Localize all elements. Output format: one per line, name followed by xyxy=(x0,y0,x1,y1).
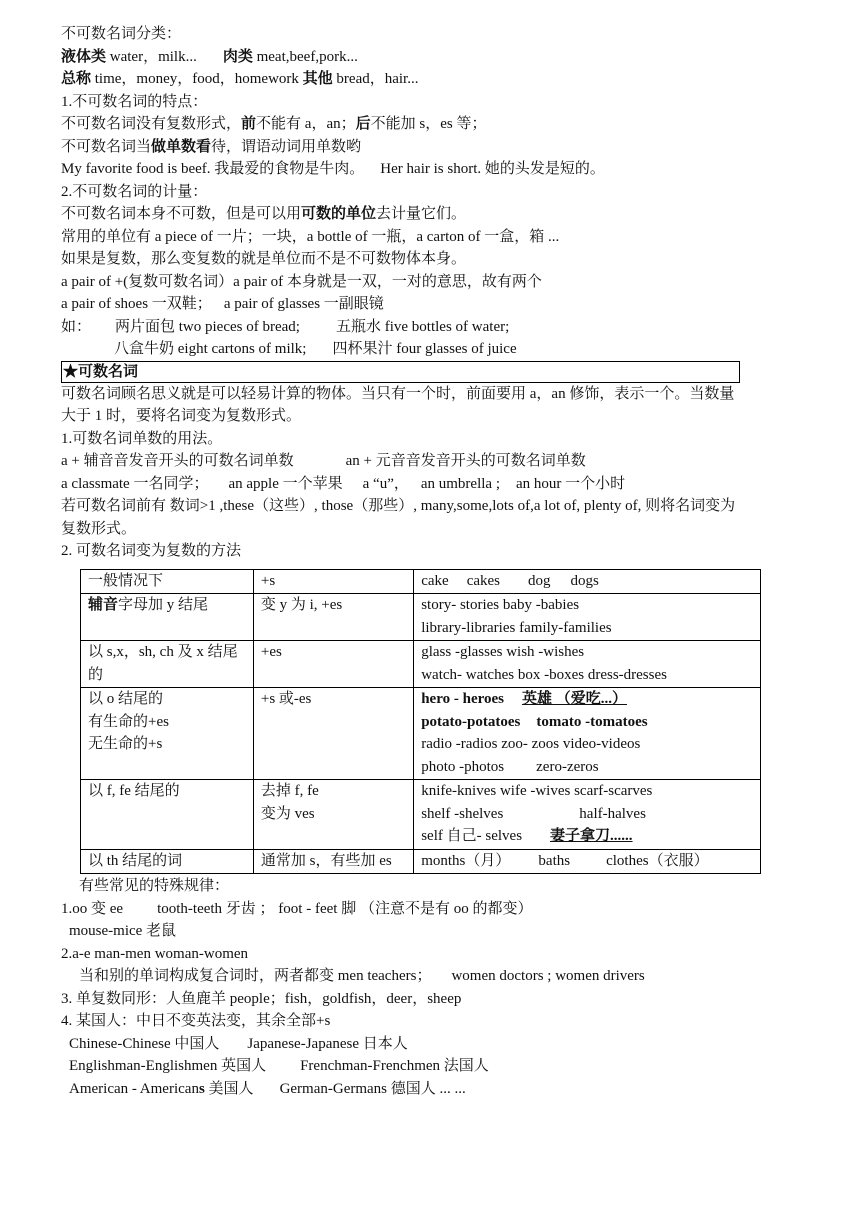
bold-text: potato-potatoes xyxy=(421,713,521,730)
example-cell xyxy=(414,569,761,594)
other-examples: bread，hair... xyxy=(332,71,419,87)
plural-condition: 若可数名词前有 数词>1 ,these（这些）, those（那些）, many,some,lots of,a lot of, plenty of, 则将名词变为复数形式。 xyxy=(61,498,736,537)
method-cell: 变 y 为 i, +es xyxy=(253,594,413,641)
bold-text: tomato -tomatoes xyxy=(536,713,648,730)
compound-rule xyxy=(61,965,741,988)
underlined-text: 英雄 （爱吃...） xyxy=(521,691,627,707)
text: 美国人 xyxy=(204,1080,254,1097)
nationality-line-2 xyxy=(61,1055,741,1078)
countable-title-box: ★可数名词 xyxy=(61,361,740,383)
nationality-rule: 4. 某国人：中日不变英法变，其余全部+s xyxy=(61,1013,331,1029)
text: half-halves xyxy=(579,805,646,822)
text: tooth-teeth 牙齿 ； foot - feet 脚 （注意不是有 oo 的都变） xyxy=(157,900,533,917)
general-label: 总称 xyxy=(61,71,92,87)
table-row xyxy=(81,688,761,780)
text: Japanese-Japanese 日本人 xyxy=(247,1035,408,1052)
text: a “u”， xyxy=(362,475,409,492)
intro-heading: 不可数名词分类： xyxy=(61,26,182,42)
text: a pair of shoes 一双鞋； xyxy=(61,296,212,312)
text: 不可数名词当 xyxy=(61,138,152,155)
table-row xyxy=(81,849,761,874)
text: 八盒牛奶 eight cartons of milk; xyxy=(114,341,307,357)
example-cell xyxy=(414,688,761,780)
text: 有生命的+es xyxy=(88,713,169,730)
text: zero-zeros xyxy=(536,758,599,775)
text: a + 辅音音发音开头的可数名词单数 xyxy=(61,453,294,469)
text: shelf -shelves xyxy=(421,805,504,822)
liquid-meat-line xyxy=(61,46,741,69)
mouse-line: mouse-mice 老鼠 xyxy=(69,923,177,939)
rule-cell: 以 f, fe 结尾的 xyxy=(81,780,254,850)
text: 去计量它们。 xyxy=(376,206,467,222)
text: self 自己- selves xyxy=(421,828,523,844)
other-label: 其他 xyxy=(302,71,333,87)
text: 四杯果汁 four glasses of juice xyxy=(332,341,517,357)
text: Englishman-Englishmen 英国人 xyxy=(69,1058,267,1074)
text: German-Germans 德国人 ... ... xyxy=(279,1080,466,1097)
table-row xyxy=(81,780,761,850)
method-cell: 通常加 s，有些加 es xyxy=(253,849,413,874)
text: 两片面包 two pieces of bread; xyxy=(115,318,300,335)
text: 以 o 结尾的 xyxy=(88,691,164,707)
example-cell xyxy=(414,641,761,688)
method-cell: +s 或-es xyxy=(253,688,413,780)
rule-cell: 一般情况下 xyxy=(81,569,254,594)
text: an hour 一个小时 xyxy=(516,475,626,492)
text: glass -glasses wish -wishes xyxy=(421,644,585,660)
text: 不能加 s，es 等； xyxy=(370,116,487,132)
special-heading: 有些常见的特殊规律： xyxy=(79,878,230,894)
bold-text: hero - heroes xyxy=(421,691,504,707)
text: 不可数名词没有复数形式， xyxy=(61,116,242,132)
pair-examples xyxy=(61,293,741,316)
plural-methods-heading: 2. 可数名词变为复数的方法 xyxy=(61,543,242,559)
example-line-1 xyxy=(61,316,741,339)
nationality-line-1 xyxy=(61,1033,741,1056)
text: 五瓶水 five bottles of water; xyxy=(335,318,510,335)
text: 无生命的+s xyxy=(88,736,163,752)
article-examples xyxy=(61,473,741,496)
plural-rules-table xyxy=(80,569,761,875)
text: cake xyxy=(421,572,449,589)
text: 变为 ves xyxy=(260,805,315,822)
example-cell xyxy=(414,849,761,874)
general-other-line xyxy=(61,68,741,91)
text: story- stories baby -babies xyxy=(421,597,580,613)
text: Frenchman-Frenchmen 法国人 xyxy=(300,1058,489,1074)
rule-cell: 以 th 结尾的词 xyxy=(81,849,254,874)
method-cell xyxy=(253,780,413,850)
text: 去掉 f, fe xyxy=(260,783,319,799)
bold-text: 前 xyxy=(241,116,257,132)
liquid-label: 液体类 xyxy=(61,48,107,65)
general-examples: time，money，food，homework xyxy=(91,71,303,87)
bold-text: 做单数看 xyxy=(151,138,212,155)
text: 1.oo 变 ee xyxy=(61,900,124,917)
bold-text: 后 xyxy=(355,116,371,132)
countable-intro: 可数名词顾名思义就是可以轻易计算的物体。当只有一个时，前面要用 a，an 修饰，表示一个。当数量大于 1 时，要将名词变为复数形式。 xyxy=(61,385,735,424)
text: library-libraries family-families xyxy=(421,619,612,636)
meat-label: 肉类 xyxy=(222,48,253,65)
example-line-2 xyxy=(61,338,741,361)
measure-line xyxy=(61,203,741,226)
text: knife-knives wife -wives scarf-scarves xyxy=(421,783,653,799)
text: an umbrella ; xyxy=(420,475,500,492)
same-form-rule: 3. 单复数同形：人鱼鹿羊 people；fish，goldfish，deer，sheep xyxy=(61,990,462,1007)
text: an + 元音音发音开头的可数名词单数 xyxy=(345,453,586,469)
measure-heading: 2.不可数名词的计量： xyxy=(61,183,208,200)
text: 不可数名词本身不可数，但是可以用 xyxy=(61,206,302,222)
article-rules xyxy=(61,450,741,473)
table-row xyxy=(81,641,761,688)
rule-cell: 以 s,x，sh, ch 及 x 结尾的 xyxy=(81,641,254,688)
example-sentences xyxy=(61,158,741,181)
text: dogs xyxy=(570,572,599,589)
text: photo -photos xyxy=(421,758,505,775)
method-cell: +s xyxy=(253,569,413,594)
text: 当和别的单词构成复合词时，两者都变 men teachers； xyxy=(79,968,432,984)
text: cakes xyxy=(466,572,501,589)
text: 如： xyxy=(61,318,92,335)
text: My favorite food is beef. 我最爱的食物是牛肉。 xyxy=(61,161,365,177)
bold-text: 辅音 xyxy=(88,597,119,613)
text: watch- watches box -boxes dress-dresses xyxy=(421,666,667,683)
text: Chinese-Chinese 中国人 xyxy=(69,1035,220,1052)
meat-examples: meat,beef,pork... xyxy=(252,48,358,65)
oo-ee-rule xyxy=(61,898,741,921)
liquid-examples: water，milk... xyxy=(106,48,197,65)
text: Her hair is short. 她的头发是短的。 xyxy=(380,161,605,177)
features-heading: 1.不可数名词的特点： xyxy=(61,93,208,110)
singular-usage-heading: 1.可数名词单数的用法。 xyxy=(61,430,223,447)
text: dog xyxy=(528,572,551,589)
nationality-line-3 xyxy=(61,1078,741,1101)
a-e-rule: 2.a-e man-men woman-women xyxy=(61,945,249,962)
rule-cell xyxy=(81,594,254,641)
table-row xyxy=(81,594,761,641)
plural-unit-line: 如果是复数，那么变复数的就是单位而不是不可数物体本身。 xyxy=(61,251,467,267)
bold-text: s xyxy=(198,1080,205,1097)
text: 待，谓语动词用单数哟 xyxy=(211,138,362,155)
text: radio -radios zoo- zoos video-videos xyxy=(421,736,641,752)
text: months（月） xyxy=(421,852,511,869)
rule-cell xyxy=(81,688,254,780)
text: 字母加 y 结尾 xyxy=(118,597,209,613)
singular-line xyxy=(61,136,741,159)
pair-line: a pair of +(复数可数名词）a pair of 本身就是一双，一对的意思，故有两个 xyxy=(61,273,542,290)
underlined-text: 妻子拿刀...... xyxy=(550,828,633,844)
text: baths xyxy=(538,852,571,869)
method-cell: +es xyxy=(253,641,413,688)
text: 不能有 a，an； xyxy=(256,116,356,132)
document-page xyxy=(61,23,741,1100)
text: women doctors ; women drivers xyxy=(451,968,645,984)
table-row xyxy=(81,569,761,594)
text: a classmate 一名同学； xyxy=(61,475,209,492)
no-plural-line xyxy=(61,113,741,136)
bold-text: 可数的单位 xyxy=(301,206,377,222)
text: clothes（衣服） xyxy=(606,852,709,869)
units-line: 常用的单位有 a piece of 一片；一块，a bottle of 一瓶，a carton of 一盒，箱 ... xyxy=(61,228,560,245)
example-cell xyxy=(414,780,761,850)
example-cell xyxy=(414,594,761,641)
text: an apple 一个苹果 xyxy=(228,475,343,492)
text: a pair of glasses 一副眼镜 xyxy=(223,296,384,312)
text: American - American xyxy=(69,1080,199,1097)
